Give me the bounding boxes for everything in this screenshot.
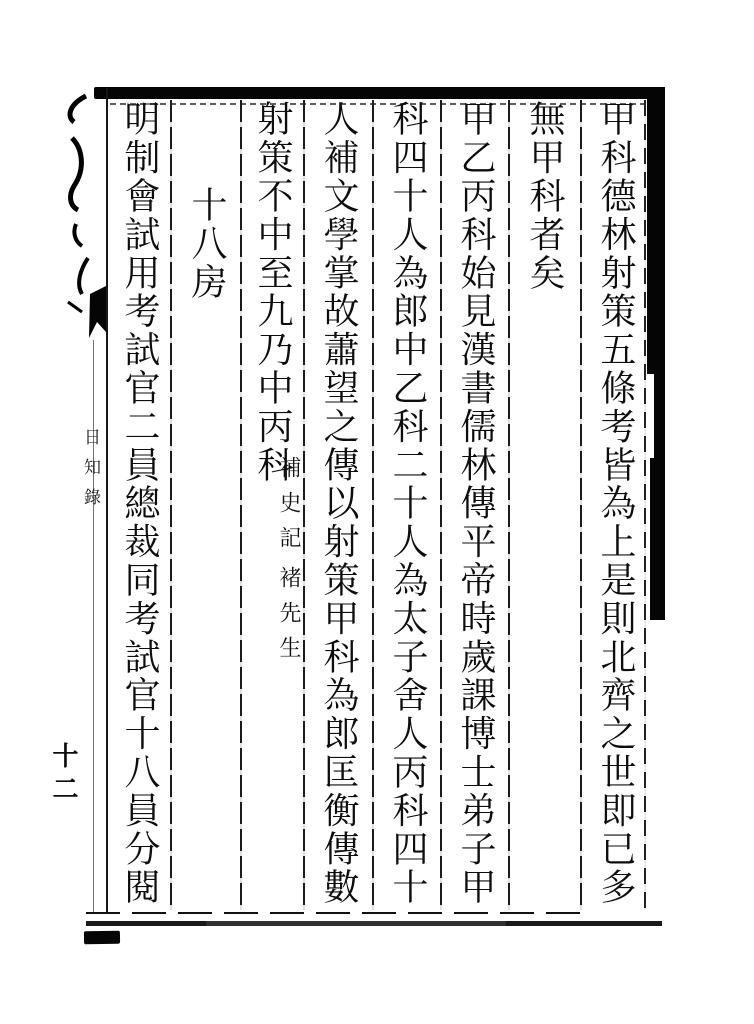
frame-left-line: [106, 88, 108, 914]
column-rule: [170, 100, 172, 910]
frame-right-border-lower: [650, 458, 665, 620]
interlinear-note: [244, 455, 301, 671]
column-rule: [440, 100, 442, 910]
interlinear-note-left-line: 補史記: [276, 455, 301, 561]
page-number: 十二: [48, 742, 78, 808]
column-rule: [303, 100, 305, 910]
text-column-3: 甲乙丙科始見漢書儒林傳平帝時歲課博士弟子甲: [455, 100, 496, 907]
text-column-4: 科四十人為郎中乙科二十人為太子舍人丙科四十: [387, 100, 428, 907]
text-column-2: 無甲科者矣: [524, 100, 565, 292]
column-rule: [508, 100, 510, 910]
spine-fold-mark: [84, 931, 120, 945]
frame-bottom-line-lower: [86, 921, 662, 926]
column-rule: [240, 100, 242, 910]
frame-right-border-middle: [654, 374, 665, 458]
text-column-6-main: 射策不中至九乃中丙科: [252, 100, 293, 484]
text-column-5: 人補文學掌故蕭望之傳以射策甲科為郎匡衡傳數: [318, 100, 359, 907]
frame-top-border: [94, 87, 664, 99]
column-rule: [580, 100, 582, 910]
fishtail-ornament: [87, 286, 106, 346]
section-heading-column: 十八房: [186, 186, 227, 302]
column-rule: [372, 100, 374, 910]
spine-book-title: 日知錄: [80, 428, 100, 518]
interlinear-note-right-line: 褚先生: [276, 565, 301, 671]
text-column-1: 甲科德林射策五條考皆為上是則北齊之世即已多: [595, 100, 636, 907]
frame-right-border-upper: [647, 87, 665, 374]
text-column-8: 明制會試用考試官二員總裁同考試官十八員分閱: [119, 100, 160, 907]
text-column-6: [244, 100, 301, 910]
spine-inner-line: [93, 340, 94, 914]
frame-bottom-line-upper: [86, 912, 586, 914]
